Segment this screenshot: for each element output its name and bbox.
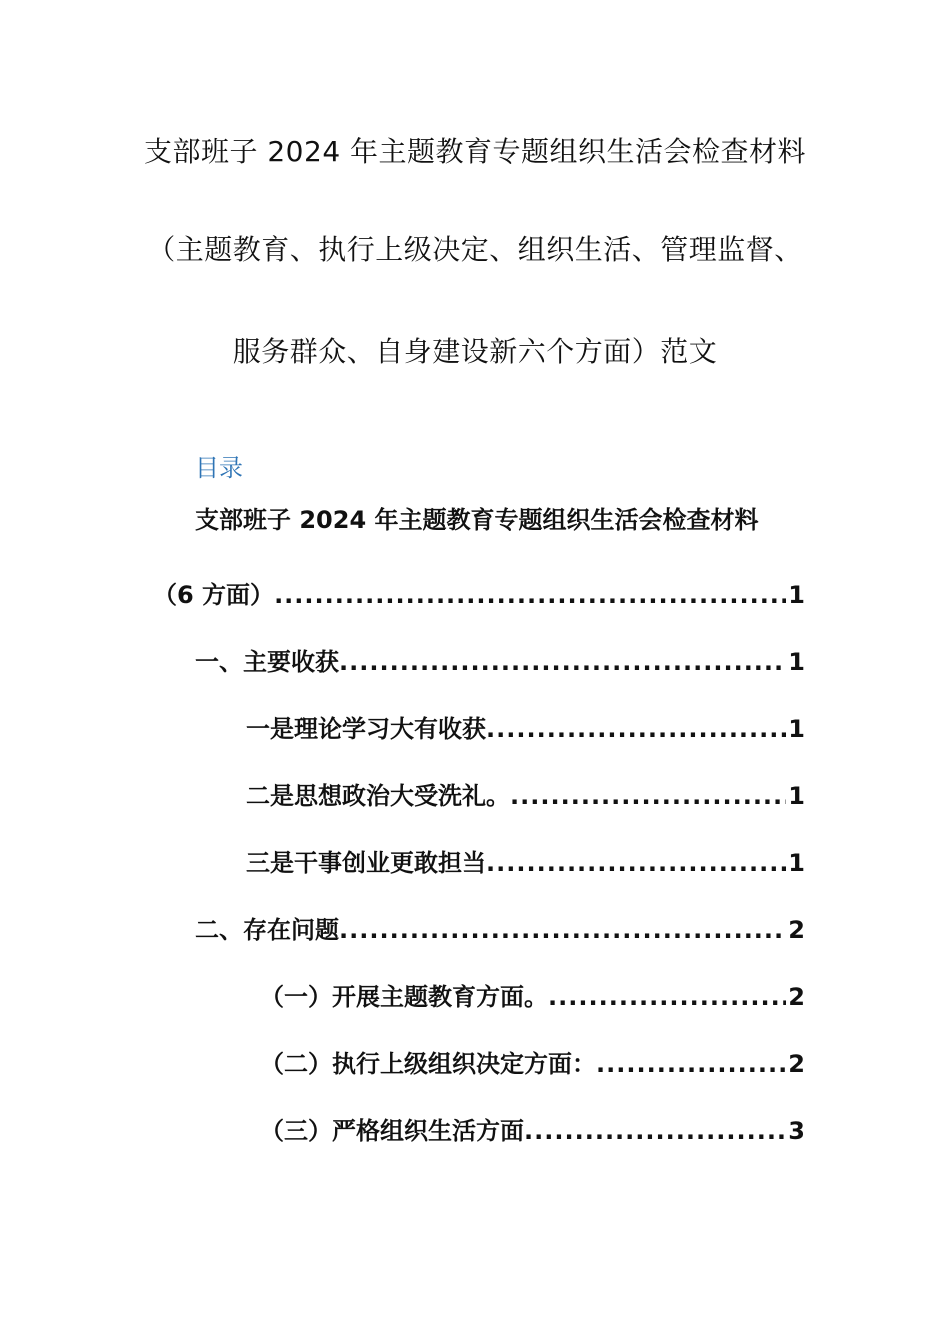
toc-page-number: 2 xyxy=(788,1050,805,1078)
toc-entry-label: 一是理论学习大有收获 xyxy=(246,715,486,743)
title-line-2: （主题教育、执行上级决定、组织生活、管理监督、 xyxy=(147,233,803,266)
toc-leader-dots xyxy=(486,849,786,877)
toc-page-number: 2 xyxy=(788,983,805,1011)
toc-leader-dots xyxy=(510,782,786,810)
toc-page-number: 1 xyxy=(788,849,805,877)
title-line-3: 服务群众、自身建设新六个方面）范文 xyxy=(232,335,718,368)
toc-entry[interactable] xyxy=(246,843,805,883)
toc-entry-label: （二）执行上级组织决定方面： xyxy=(260,1050,596,1078)
toc-entry[interactable] xyxy=(195,910,805,950)
toc-page-number: 1 xyxy=(788,782,805,810)
toc-entry[interactable] xyxy=(246,709,805,749)
toc-leader-dots xyxy=(339,916,786,944)
toc-page-number: 1 xyxy=(788,715,805,743)
toc-entry-label: （一）开展主题教育方面。 xyxy=(260,983,548,1011)
toc-heading: 目录 xyxy=(195,454,243,482)
toc-entry-label: （6 方面） xyxy=(153,581,275,609)
toc-leader-dots xyxy=(486,715,786,743)
toc-page-number: 1 xyxy=(788,648,805,676)
toc-page-number: 1 xyxy=(788,581,805,609)
toc-entry[interactable] xyxy=(260,1044,805,1084)
toc-leader-dots xyxy=(524,1117,786,1145)
toc-entry-label: （三）严格组织生活方面 xyxy=(260,1117,524,1145)
toc-entry-title-line[interactable]: 支部班子 2024 年主题教育专题组织生活会检查材料 xyxy=(195,506,759,534)
toc-page-number: 2 xyxy=(788,916,805,944)
toc-page-number: 3 xyxy=(788,1117,805,1145)
toc-leader-dots xyxy=(274,581,786,609)
toc-entry-label: 二、存在问题 xyxy=(195,916,339,944)
toc-entry[interactable] xyxy=(260,977,805,1017)
toc-leader-dots xyxy=(596,1050,786,1078)
toc-leader-dots xyxy=(548,983,786,1011)
toc-entry-label: 一、主要收获 xyxy=(195,648,339,676)
toc-leader-dots xyxy=(339,648,786,676)
toc-entry[interactable] xyxy=(195,642,805,682)
toc-entry[interactable] xyxy=(246,776,805,816)
toc-entry[interactable] xyxy=(260,1111,805,1151)
toc-entry-label: 二是思想政治大受洗礼。 xyxy=(246,782,510,810)
toc-entry-label: 三是干事创业更敢担当 xyxy=(246,849,486,877)
title-line-1: 支部班子 2024 年主题教育专题组织生活会检查材料 xyxy=(143,135,807,168)
toc-entry[interactable] xyxy=(153,575,805,615)
